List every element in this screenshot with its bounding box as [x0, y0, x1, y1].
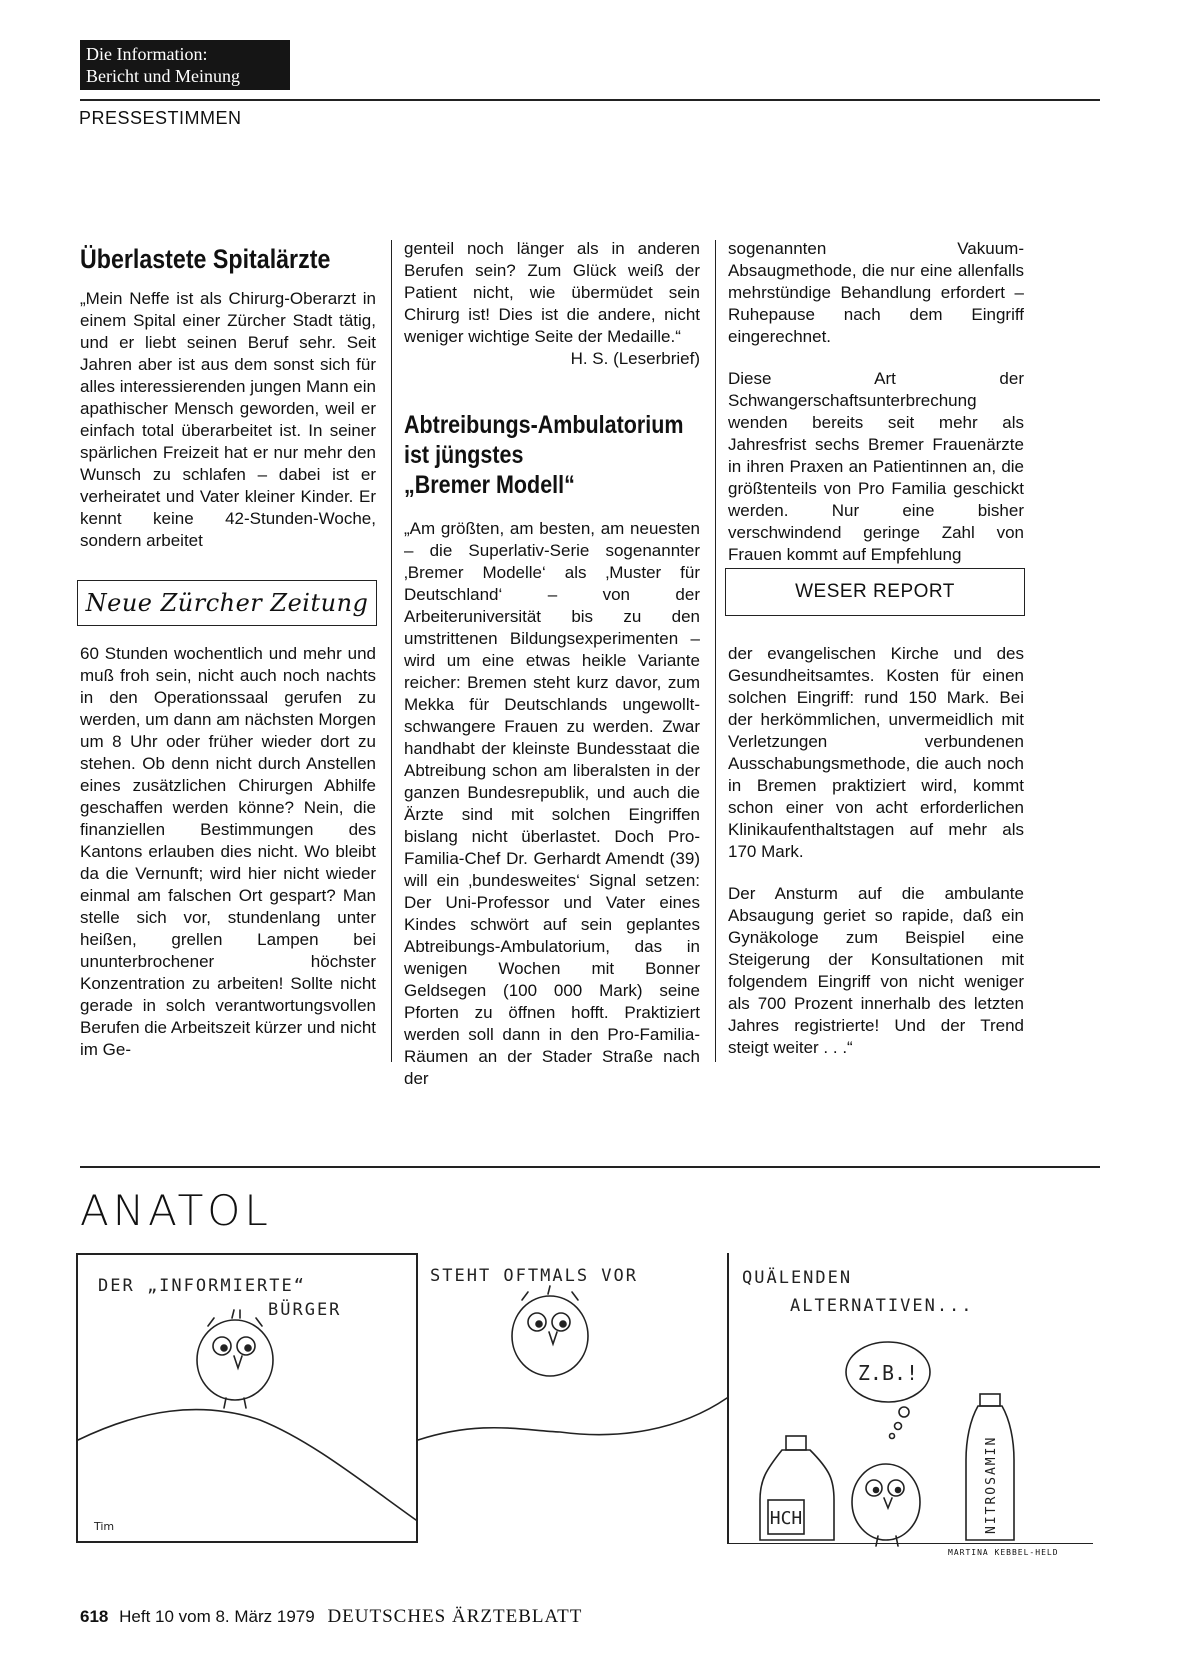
article1-paragraph-3 — [404, 238, 700, 368]
column-1 — [80, 244, 376, 572]
article2-headline-line-3: „Bremer Modell“ — [404, 471, 575, 499]
magazine-title: DEUTSCHES ÄRZTEBLATT — [327, 1606, 583, 1627]
header-rule — [80, 99, 1100, 101]
panel2-caption: STEHT OFTMALS VOR — [430, 1266, 638, 1286]
column-3-lower — [728, 643, 1024, 1059]
column-1-lower — [80, 643, 376, 1061]
column-3 — [728, 238, 1024, 566]
article1-paragraph-1: „Mein Neffe ist als Chirurg-Oberarzt in einem Spital einer Zürcher Stadt tätig, und er liebt seinen Beruf sehr. Seit Jahren aber ist aus dem sonst sich für alles interessierenden jungen Mann ein apathischer Mensch geworden, weil er einfach total überarbeitet ist. In seiner spärlichen Freizeit hat er nur mehr den Wunsch zu schlafen – dabei ist er verheiratet und Vater kleiner Kinder. Er kennt keine 42-Stunden-Woche, sondern arbeitet — [80, 289, 376, 550]
header-line-2: Bericht und Meinung — [86, 66, 240, 86]
comic-panel-1 — [76, 1253, 418, 1543]
page-number: 618 — [80, 1607, 109, 1626]
comic-artist: MARTINA KEBBEL-HELD — [948, 1548, 1059, 1557]
header-line-1: Die Information: — [86, 44, 208, 64]
article1-paragraph-2: 60 Stunden wochentlich und mehr und muß froh sein, nicht auch noch nachts in den Operationssaal gerufen zu werden, um dann am nächsten Morgen um 8 Uhr oder früher wieder dort zu stehen. Ob denn nicht durch Anstellen eines zusätzlichen Chirurgen Abhilfe geschaffen werden könne? Nein, die finanziellen Bestimmungen des Kantons erlauben dies nicht. Wo bleibt da die Vernunft; wird hier nicht wieder einmal am falschen Ort gespart? Man stelle sich vor, stundenlang unter heißen, grellen Lampen bei ununterbrochener höchster Konzentration zu arbeiten! Sollte nicht gerade in solch verantwortungsvollen Berufen die Arbeitszeit kürzer und nicht im Ge- — [80, 644, 376, 1059]
panel2-hill — [418, 1398, 727, 1440]
panel3-caption-line-1: QUÄLENDEN — [742, 1268, 853, 1288]
panel1-caption-line-1: DER „INFORMIERTE“ — [98, 1276, 306, 1296]
section-header-box — [80, 40, 290, 90]
owl-panel-2-icon — [512, 1286, 588, 1376]
bubble-text: Z.B.! — [857, 1361, 919, 1385]
article2-paragraph-2: sogenannten Vakuum-Absaugmethode, die nur eine allenfalls mehrstündige Behandlung erfordert – Ruhepause nach dem Eingriff eingerechnet. — [728, 239, 1024, 346]
source-nzz: Neue Zürcher Zeitung — [85, 589, 369, 617]
comic-bottom-rule — [727, 1543, 1093, 1544]
article1-headline: Überlastete Spitalärzte — [80, 244, 331, 274]
column-2 — [404, 238, 700, 1090]
article1-signature: H. S. (Leserbrief) — [570, 349, 700, 368]
article2-headline-line-1: Abtreibungs-Ambulatorium — [404, 411, 684, 439]
article2-paragraph-4: der evangelischen Kirche und des Gesundheitsamtes. Kosten für einen solchen Eingriff: rund 150 Mark. Bei der herkömmlichen, unvermeidlich mit Verletzungen verbundenen Ausschabungsmethode, die auch noch in Bremen praktiziert wird, kommt schon einer von acht erforderlichen Klinikaufenthaltstagen auf mehr als 170 Mark. — [728, 644, 1024, 861]
panel1-caption-line-2: BÜRGER — [268, 1300, 342, 1320]
issue-info: Heft 10 vom 8. März 1979 — [119, 1607, 315, 1626]
comic-signature: Tim — [94, 1520, 115, 1533]
article2-headline-line-2: ist jüngstes — [404, 441, 524, 469]
bottle1-label: HCH — [769, 1508, 803, 1529]
source-weser-report: WESER REPORT — [795, 581, 955, 602]
panel3-caption-line-2: ALTERNATIVEN... — [790, 1296, 974, 1316]
column-divider-1 — [391, 240, 392, 1062]
article1-paragraph-3-text: genteil noch länger als in anderen Berufen sein? Zum Glück weiß der Patient nicht, wie übermüdet sein Chirurg ist! Dies ist die andere, nicht weniger wichtige Seite der Medaille.“ — [404, 239, 700, 346]
source-box-nzz — [77, 580, 377, 626]
column-divider-2 — [715, 240, 716, 1062]
bottle2-label: NITROSAMIN — [984, 1435, 999, 1534]
comic-top-rule — [80, 1166, 1100, 1168]
source-box-weser-report — [725, 568, 1025, 616]
page-footer — [80, 1606, 582, 1628]
comic-title: ANATOL — [80, 1186, 272, 1235]
article2-paragraph-5: Der Ansturm auf die ambulante Absaugung geriet so rapide, daß ein Gynäkologe zum Beispiel eine Steigerung der Konsultationen mit folgendem Eingriff von nicht weniger als 700 Prozent innerhalb des letzten Jahres registrierte! Und der Trend steigt weiter . . .“ — [728, 884, 1024, 1057]
section-label: PRESSESTIMMEN — [79, 108, 242, 128]
article2-paragraph-1: „Am größten, am besten, am neuesten – die Superlativ-Serie sogenannter ‚Bremer Modelle‘ als ‚Muster für Deutschland‘ – von der Arbeiteruniversität bis zu den umstrittenen Bildungsexperimenten – wird um eine etwas heikle Variante reicher: Bremen steht kurz davor, zum Mekka für Deutschlands ungewollt-schwangere Frauen zu werden. Zwar handhabt der kleinste Bundesstaat die Abtreibung schon am liberalsten in der ganzen Bundesrepublik, und auch die Ärzte sind mit solchen Eingriffen bislang nicht überlastet. Doch Pro-Familia-Chef Dr. Gerhardt Amendt (39) will ein ‚bundesweites‘ Signal setzen: Der Uni-Professor und Vater eines Kindes schwört auf sein geplantes Abtreibungs-Ambulatorium, das in wenigen Wochen mit Bonner Geldsegen (100 000 Mark) seine Pforten zu öffnen hofft. Praktiziert werden soll dann in den Pro-Familia-Räumen an der Stader Straße nach der — [404, 519, 700, 1088]
article2-paragraph-3: Diese Art der Schwangerschaftsunterbrechung wenden bereits seit mehr als Jahresfrist sechs Bremer Frauenärzte in ihren Praxen an Patientinnen an, die größtenteils von Pro Familia geschickt werden. Nur eine bisher verschwindend geringe Zahl von Frauen kommt auf Empfehlung — [728, 369, 1024, 564]
